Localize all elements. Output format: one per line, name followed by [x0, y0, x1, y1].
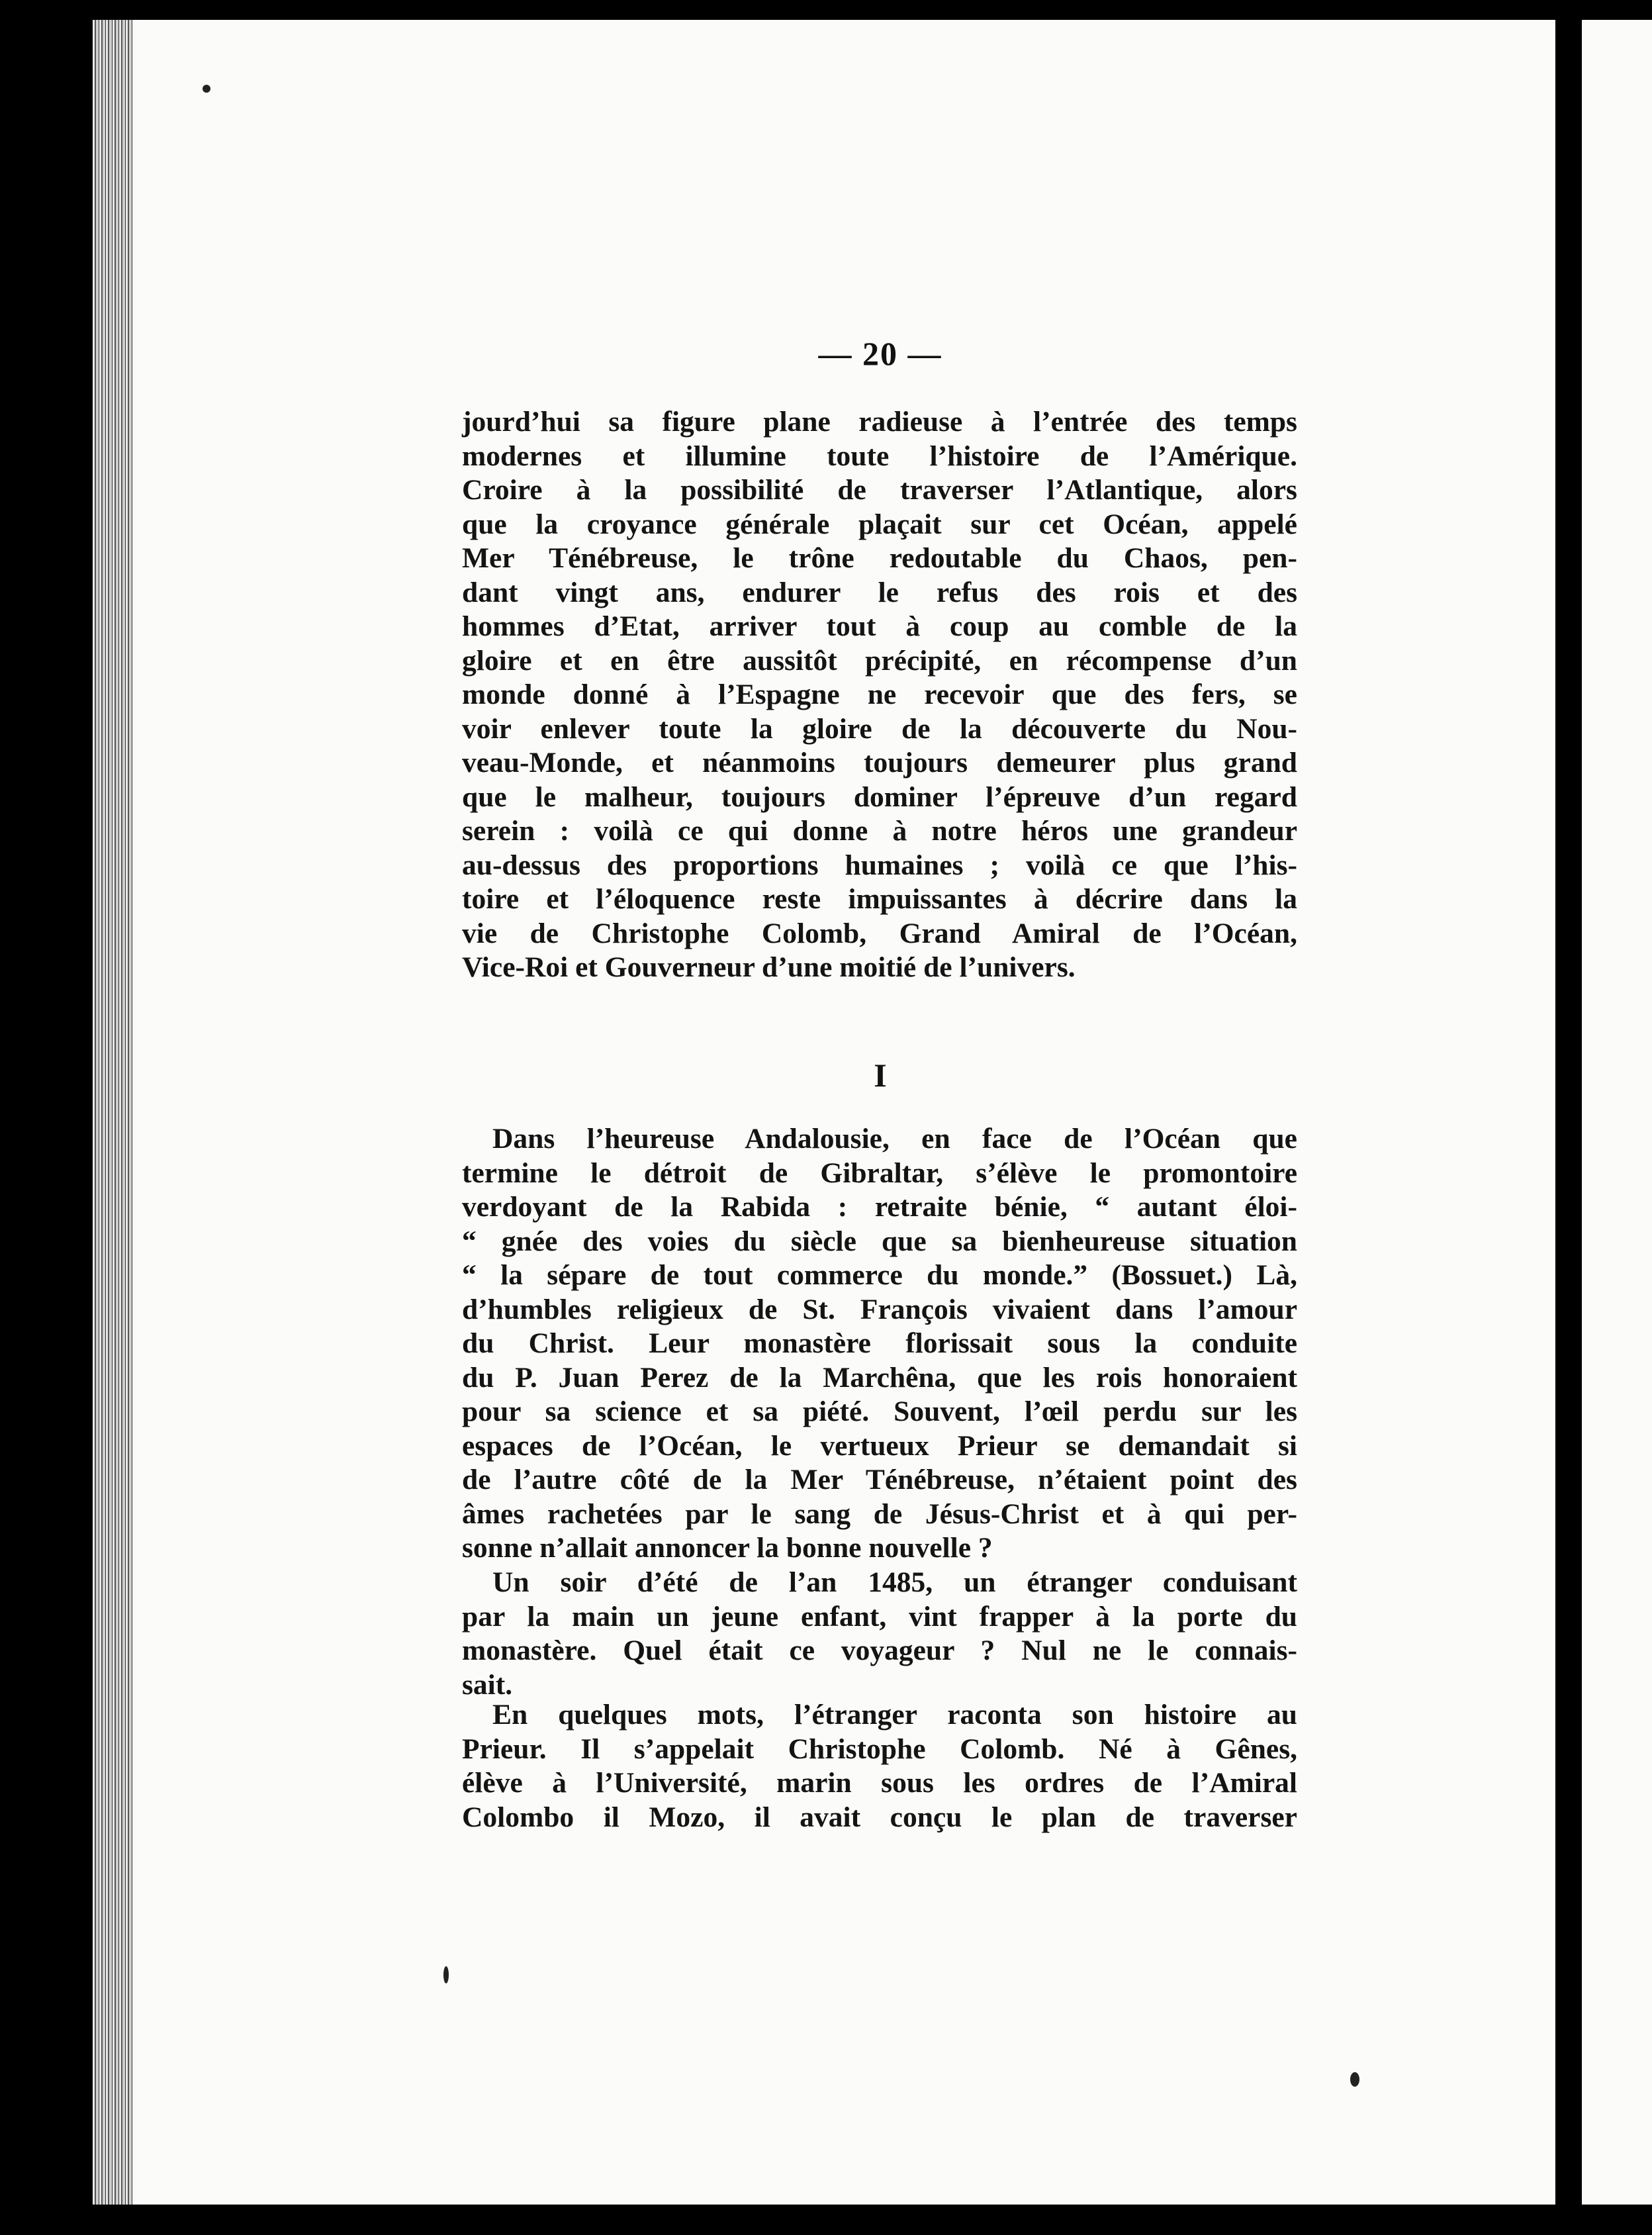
text-line: par la main un jeune enfant, vint frapper à la porte du [462, 1600, 1297, 1633]
text-line: veau-Monde, et néanmoins toujours demeurer plus grand [462, 747, 1297, 779]
paragraph-rabida [462, 1122, 1297, 1566]
text-line: termine le détroit de Gibraltar, s’élève le promontoire [462, 1157, 1297, 1189]
paragraph-stranger [462, 1566, 1297, 1702]
text-line: voir enlever toute la gloire de la découverte du Nou- [462, 712, 1297, 745]
text-line: toire et l’éloquence reste impuissantes à décrire dans la [462, 883, 1297, 915]
page-number: — 20 — [818, 335, 942, 372]
text-line: monde donné à l’Espagne ne recevoir que des fers, se [462, 679, 1297, 710]
text-line: sait. [462, 1668, 513, 1701]
text-line: d’humbles religieux de St. François vivaient dans l’amour [462, 1293, 1297, 1325]
text-line: dant vingt ans, endurer le refus des rois et des [462, 576, 1297, 608]
text-line: Prieur. Il s’appelait Christophe Colomb. Né à Gênes, [462, 1733, 1297, 1765]
scan-speck [1350, 2072, 1359, 2087]
text-line: Croire à la possibilité de traverser l’Atlantique, alors [462, 474, 1297, 506]
text-line: du Christ. Leur monastère florissait sous la conduite [462, 1327, 1297, 1359]
text-line: verdoyant de la Rabida : retraite bénie, “ autant éloi- [462, 1191, 1297, 1223]
text-line: de l’autre côté de la Mer Ténébreuse, n’étaient point des [462, 1464, 1297, 1496]
paragraph-intro [462, 405, 1297, 985]
text-line: que la croyance générale plaçait sur cet Océan, appelé [462, 508, 1297, 540]
text-line: espaces de l’Océan, le vertueux Prieur se demandait si [462, 1429, 1297, 1462]
text-line: modernes et illumine toute l’histoire de l’Amérique. [462, 440, 1297, 472]
text-line: pour sa science et sa piété. Souvent, l’œil perdu sur les [462, 1396, 1297, 1427]
text-line: monastère. Quel était ce voyageur ? Nul ne le connais- [462, 1635, 1297, 1666]
text-line: du P. Juan Perez de la Marchêna, que les rois honoraient [462, 1361, 1297, 1394]
scan-speck [203, 85, 210, 93]
paragraph-columbus [462, 1698, 1297, 1834]
text-line: gloire et en être aussitôt précipité, en récompense d’un [462, 644, 1297, 677]
text-line: hommes d’Etat, arriver tout à coup au comble de la [462, 610, 1297, 642]
text-line: sonne n’allait annoncer la bonne nouvelle ? [462, 1532, 993, 1564]
text-line: Un soir d’été de l’an 1485, un étranger conduisant [492, 1566, 1297, 1598]
scan-speck [443, 1966, 449, 1983]
text-line: “ gnée des voies du siècle que sa bienheureuse situation [462, 1225, 1297, 1257]
text-line: au-dessus des proportions humaines ; voilà ce que l’his- [462, 849, 1297, 881]
text-line: Mer Ténébreuse, le trône redoutable du Chaos, pen- [462, 542, 1297, 574]
text-line: serein : voilà ce qui donne à notre héros une grandeur [462, 815, 1297, 847]
text-line: Dans l’heureuse Andalousie, en face de l’Océan que [492, 1123, 1297, 1155]
section-heading: I [874, 1057, 887, 1094]
text-line: que le malheur, toujours dominer l’épreuve d’un regard [462, 781, 1297, 813]
text-line: âmes rachetées par le sang de Jésus-Christ et à qui per- [462, 1498, 1297, 1530]
facing-page-edge [1569, 20, 1652, 2205]
text-line: En quelques mots, l’étranger raconta son histoire au [492, 1699, 1297, 1731]
text-line: élève à l’Université, marin sous les ordres de l’Amiral [462, 1767, 1297, 1799]
text-line: Vice-Roi et Gouverneur d’une moitié de l’univers. [462, 951, 1076, 983]
text-line: Colombo il Mozo, il avait conçu le plan de traverser [462, 1801, 1297, 1833]
text-line: vie de Christophe Colomb, Grand Amiral de l’Océan, [462, 917, 1297, 949]
text-line: jourd’hui sa figure plane radieuse à l’entrée des temps [462, 406, 1297, 438]
text-line: “ la sépare de tout commerce du monde.” (Bossuet.) Là, [462, 1259, 1297, 1291]
